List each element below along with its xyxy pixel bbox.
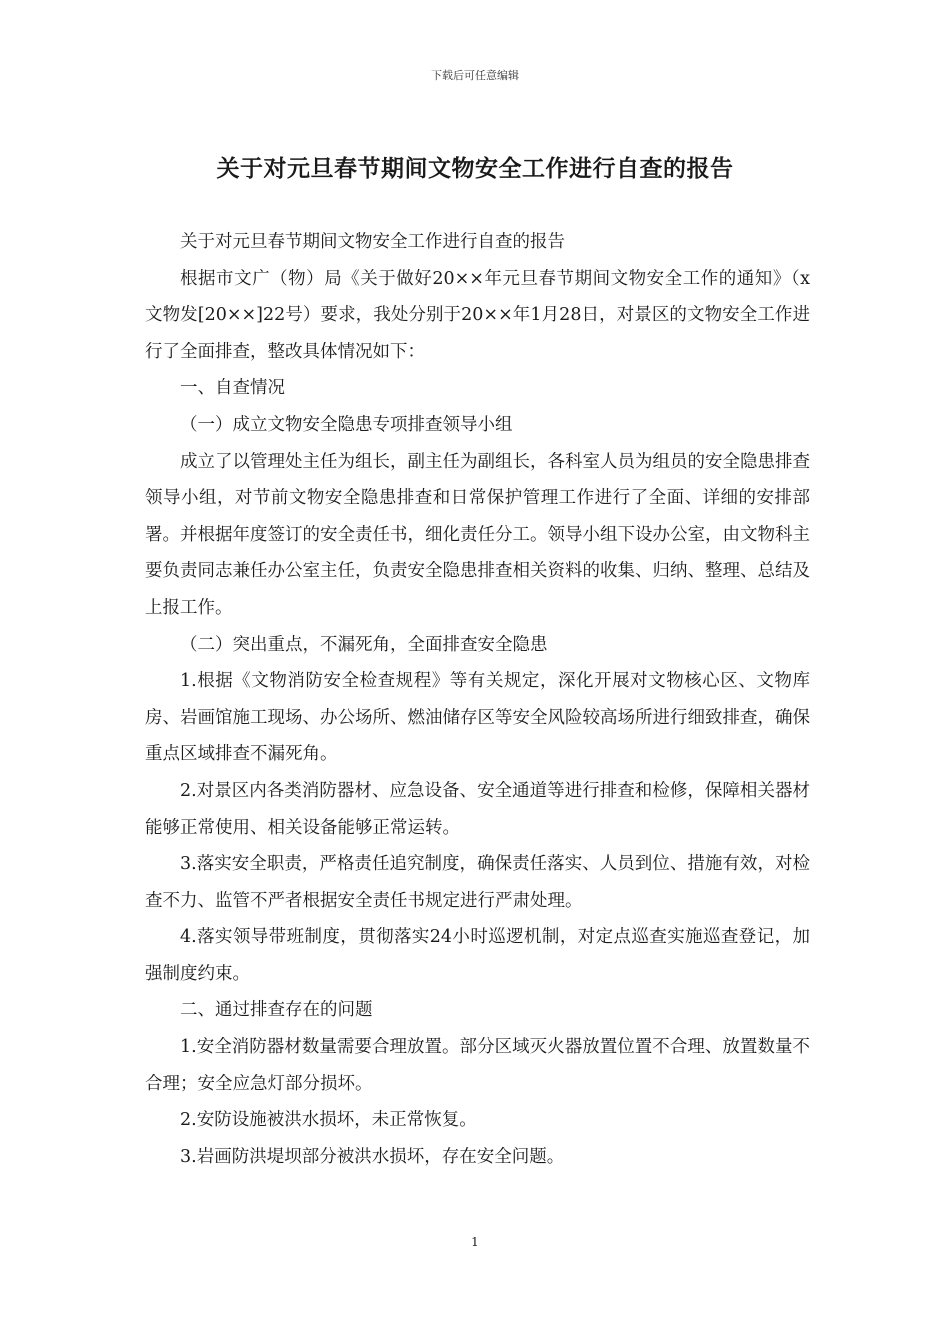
paragraph-intro: 根据市文广（物）局《关于做好20××年元旦春节期间文物安全工作的通知》（x文物发[20××]22号）要求，我处分别于20××年1月28日，对景区的文物安全工作进行了全面排查，整改具体情况如下： xyxy=(145,268,810,362)
subsection-heading-1: （一）成立文物安全隐患专项排查领导小组 xyxy=(180,414,513,435)
list-item: 3.岩画防洪堤坝部分被洪水损坏，存在安全问题。 xyxy=(180,1146,565,1167)
list-item: 1.安全消防器材数量需要合理放置。部分区域灭火器放置位置不合理、放置数量不合理；安全应急灯部分损坏。 xyxy=(145,1037,810,1094)
page-number: 1 xyxy=(471,1235,479,1249)
section-heading-2: 二、通过排查存在的问题 xyxy=(180,1000,373,1021)
section-heading-1: 一、自查情况 xyxy=(180,378,285,399)
list-item: 1.根据《文物消防安全检查规程》等有关规定，深化开展对文物核心区、文物库房、岩画馆施工现场、办公场所、燃油储存区等安全风险较高场所进行细致排查，确保重点区域排查不漏死角。 xyxy=(145,671,810,765)
subsection-heading-2: （二）突出重点，不漏死角，全面排查安全隐患 xyxy=(180,634,548,655)
list-item: 4.落实领导带班制度，贯彻落实24小时巡逻机制，对定点巡查实施巡查登记，加强制度约束。 xyxy=(145,927,810,984)
paragraph-subtitle: 关于对元旦春节期间文物安全工作进行自查的报告 xyxy=(180,232,565,252)
document-title: 关于对元旦春节期间文物安全工作进行自查的报告 xyxy=(216,155,734,182)
list-item: 3.落实安全职责，严格责任追究制度，确保责任落实、人员到位、措施有效，对检查不力、监管不严者根据安全责任书规定进行严肃处理。 xyxy=(145,854,810,911)
list-item: 2.安防设施被洪水损坏，未正常恢复。 xyxy=(180,1110,477,1131)
list-item: 2.对景区内各类消防器材、应急设备、安全通道等进行排查和检修，保障相关器材能够正常使用、相关设备能够正常运转。 xyxy=(145,780,810,838)
header-note: 下载后可任意编辑 xyxy=(431,69,519,82)
paragraph-leadership-group: 成立了以管理处主任为组长，副主任为副组长，各科室人员为组员的安全隐患排查领导小组，对节前文物安全隐患排查和日常保护管理工作进行了全面、详细的安排部署。并根据年度签订的安全责任书，细化责任分工。领导小组下设办公室，由文物科主要负责同志兼任办公室主任，负责安全隐患排查相关资料的收集、归纳、整理、总结及上报工作。 xyxy=(145,451,810,618)
document-body xyxy=(145,224,810,1175)
